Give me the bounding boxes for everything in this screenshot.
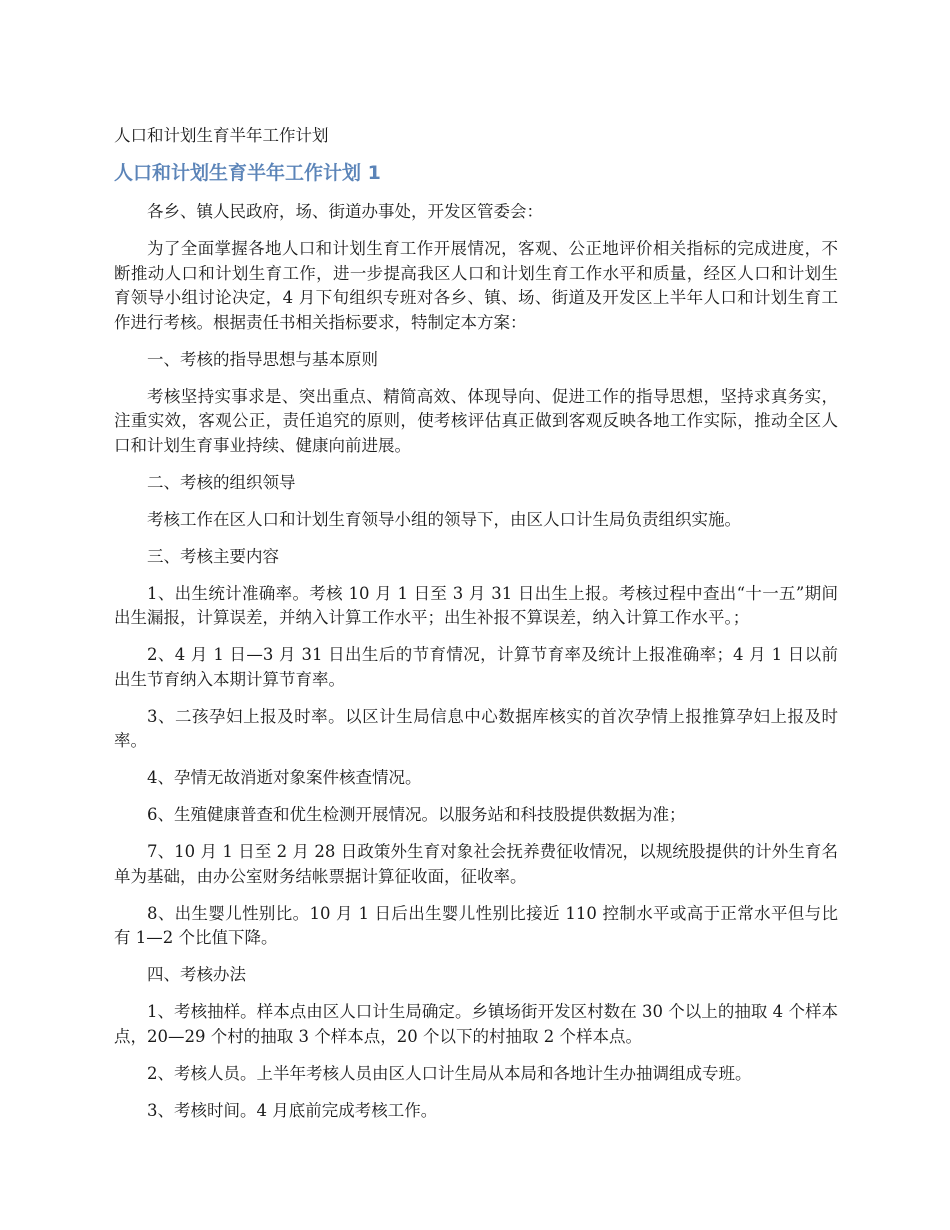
paragraph-section-3-title: 三、考核主要内容 — [147, 546, 279, 566]
paragraph-method-3: 3、考核时间。4 月底前完成考核工作。 — [147, 1100, 438, 1120]
section-heading: 人口和计划生育半年工作计划 1 — [114, 162, 381, 184]
paragraph-section-1-body: 考核坚持实事求是、突出重点、精简高效、体现导向、促进工作的指导思想，坚持求真务实，注重实效，客观公正，责任追究的原则，使考核评估真正做到客观反映各地工作实际，推动全区人口和计划生育事业持续、健康向前进展。 — [114, 386, 838, 455]
paragraph-item-1: 1、出生统计准确率。考核 10 月 1 日至 3 月 31 日出生上报。考核过程中查出“十一五”期间出生漏报，计算误差，并纳入计算工作水平；出生补报不算误差，纳入计算工作水平。； — [114, 583, 838, 627]
document-page — [114, 122, 838, 1136]
paragraph-section-2-title: 二、考核的组织领导 — [147, 472, 296, 492]
paragraph-item-4: 4、孕情无故消逝对象案件核查情况。 — [147, 768, 422, 787]
paragraph-item-8: 8、出生婴儿性别比。10 月 1 日后出生婴儿性别比接近 110 控制水平或高于正常水平但与比有 1—2 个比值下降。 — [114, 903, 838, 947]
paragraph-section-2-body: 考核工作在区人口和计划生育领导小组的领导下，由区人口计生局负责组织实施。 — [147, 509, 741, 529]
paragraph-salutation: 各乡、镇人民政府，场、街道办事处，开发区管委会： — [147, 202, 543, 221]
paragraph-section-1-title: 一、考核的指导思想与基本原则 — [147, 349, 378, 369]
paragraph-item-3: 3、二孩孕妇上报及时率。以区计生局信息中心数据库核实的首次孕情上报推算孕妇上报及时率。 — [114, 706, 838, 750]
paragraph-method-2: 2、考核人员。上半年考核人员由区人口计生局从本局和各地计生办抽调组成专班。 — [147, 1063, 752, 1083]
paragraph-item-2: 2、4 月 1 日—3 月 31 日出生后的节育情况，计算节育率及统计上报准确率；4 月 1 日以前出生节育纳入本期计算节育率。 — [114, 645, 838, 689]
paragraph-item-6: 6、生殖健康普查和优生检测开展情况。以服务站和科技股提供数据为准； — [147, 805, 686, 824]
paragraph-item-7: 7、10 月 1 日至 2 月 28 日政策外生育对象社会抚养费征收情况，以规统股提供的计外生育名单为基础，由办公室财务结帐票据计算征收面，征收率。 — [114, 842, 838, 886]
paragraph-section-4-title: 四、考核办法 — [147, 965, 246, 984]
paragraph-intro: 为了全面掌握各地人口和计划生育工作开展情况，客观、公正地评价相关指标的完成进度，不断推动人口和计划生育工作，进一步提高我区人口和计划生育工作水平和质量，经区人口和计划生育领导小组讨论决定，4 月下旬组织专班对各乡、镇、场、街道及开发区上半年人口和计划生育工作进行考核。根据责任书相关指标要求，特制定本方案： — [114, 239, 838, 332]
paragraph-method-1: 1、考核抽样。样本点由区人口计生局确定。乡镇场街开发区村数在 30 个以上的抽取 4 个样本点，20—29 个村的抽取 3 个样本点，20 个以下的村抽取 2 个样本点。 — [114, 1002, 838, 1046]
document-title: 人口和计划生育半年工作计划 — [114, 126, 329, 145]
